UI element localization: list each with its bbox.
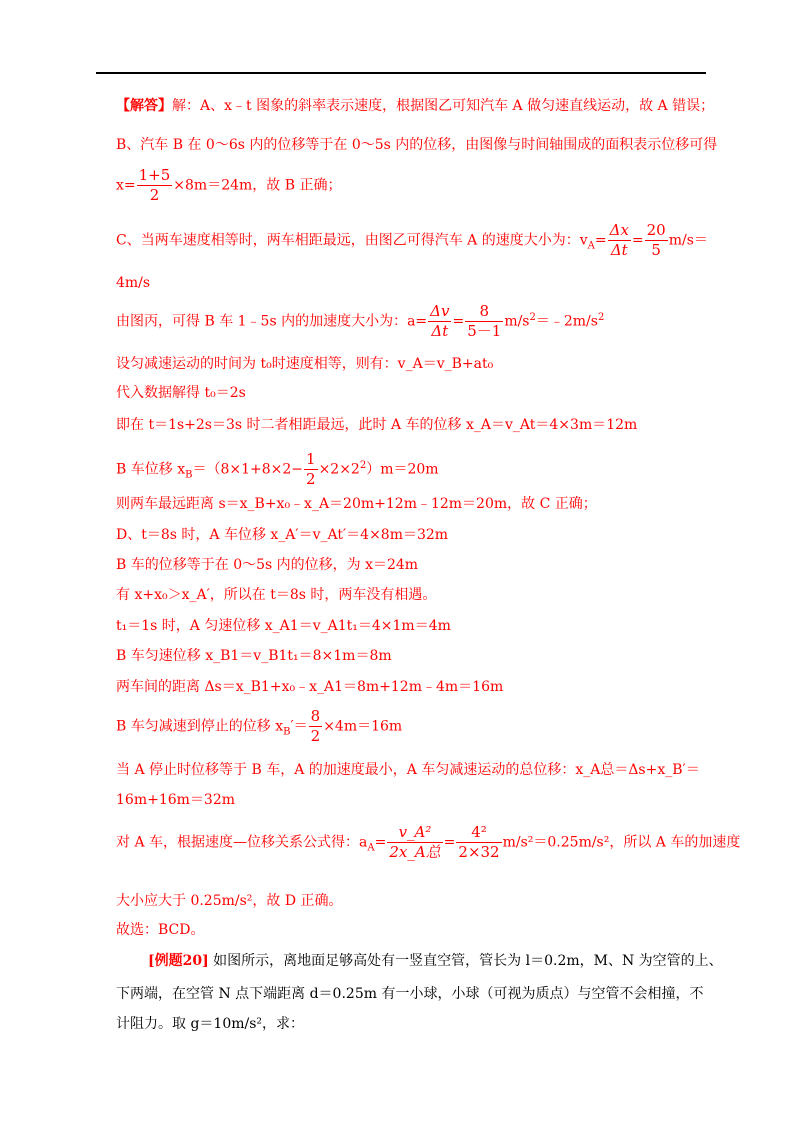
answer-line-7: 设匀减速运动的时间为 t₀时速度相等，则有：v_A＝v_B+at₀: [116, 356, 494, 372]
answer-line-9: 即在 t＝1s+2s＝3s 时二者相距最远，此时 A 车的位移 x_A＝v_At＝4×3m＝12m: [116, 417, 638, 433]
answer-line-18: B 车匀减速到停止的位移 $x_B'=$ $\frac{8}{2}$ ×4m＝16m: [116, 707, 403, 745]
answer-heading: 【解答】: [116, 98, 172, 114]
example-line-3: 计阻力。取 g＝10m/s²，求：: [116, 1016, 305, 1032]
answer-line-3: x= $\frac{1+5}{2}$ ×8m＝24m，故 B 正确；: [116, 166, 342, 204]
answer-line-1: 【解答】解：A、x﹣t 图象的斜率表示速度，根据图乙可知汽车 A 做匀速直线运动，故 A 错误；: [116, 98, 715, 114]
answer-line-4: C、当两车速度相等时，两车相距最远，由图乙可得汽车 A 的速度大小为：$v_A=$ $\frac{\Delta x}{\Delta t}$ = $\frac{20}{5}$ m/s＝: [116, 221, 708, 259]
answer-line-14: 有 x+x₀＞x_A′，所以在 t＝8s 时，两车没有相遇。: [116, 587, 437, 603]
answer-line-22: 大小应大于 0.25m/s²，故 D 正确。: [116, 893, 343, 909]
answer-line-20: 16m+16m＝32m: [116, 792, 235, 808]
answer-line-2: B、汽车 B 在 0～6s 内的位移等于在 0～5s 内的位移，由图像与时间轴围成的面积表示位移可得: [116, 137, 718, 153]
answer-line-8: 代入数据解得 t₀＝2s: [116, 385, 246, 401]
answer-line-10: B 车位移 $x_B=(8\times 1+8\times 2-$ $\frac{1}{2}$ $\times 2\times 2^2)m=20m$: [116, 450, 439, 488]
answer-line-21: 对 A 车，根据速度—位移关系公式得：$a_A=$ $\frac{\text{v\_A²}}{\text{2x\_A总}}$ = $\frac{\text{4²}}{2\times 32}$ m/s²＝0.25m/s²，所以 A 车的加速度: [116, 823, 741, 861]
answer-line-11: 则两车最远距离 s＝x_B+x₀﹣x_A＝20m+12m﹣12m＝20m，故 C 正确；: [116, 496, 597, 512]
answer-line-19: 当 A 停止时位移等于 B 车，A 的加速度最小，A 车匀减速运动的总位移：x_A总＝Δs+x_B′＝: [116, 762, 700, 778]
answer-line-17: 两车间的距离 Δs＝x_B1+x₀﹣x_A1＝8m+12m﹣4m＝16m: [116, 679, 504, 695]
example-line-2: 下两端，在空管 N 点下端距离 d＝0.25m 有一小球，小球（可视为质点）与空管不会相撞，不: [116, 986, 704, 1002]
answer-line-13: B 车的位移等于在 0～5s 内的位移，为 x＝24m: [116, 557, 419, 573]
example-tag: [例题20]: [148, 953, 209, 969]
answer-line-16: B 车匀速位移 x_B1＝v_B1t₁＝8×1m＝8m: [116, 648, 392, 664]
example-line-1: [例题20] 如图所示，离地面足够高处有一竖直空管，管长为 l＝0.2m，M、N 为空管的上、: [148, 953, 723, 969]
answer-line-5: 4m/s: [116, 275, 151, 291]
answer-line-23: 故选：BCD。: [116, 922, 205, 938]
answer-line-15: t₁＝1s 时，A 匀速位移 x_A1＝v_A1t₁＝4×1m＝4m: [116, 618, 451, 634]
answer-line-12: D、t＝8s 时，A 车位移 x_A′＝v_At′＝4×8m＝32m: [116, 527, 449, 543]
answer-line-6: 由图丙，可得 B 车 1﹣5s 内的加速度大小为：a= $\frac{\Delta v}{\Delta t}$ = $\frac{8}{5-1}$ $m/s^2=﹣2m/s^2$: [116, 302, 605, 340]
header-rule: [96, 72, 706, 74]
